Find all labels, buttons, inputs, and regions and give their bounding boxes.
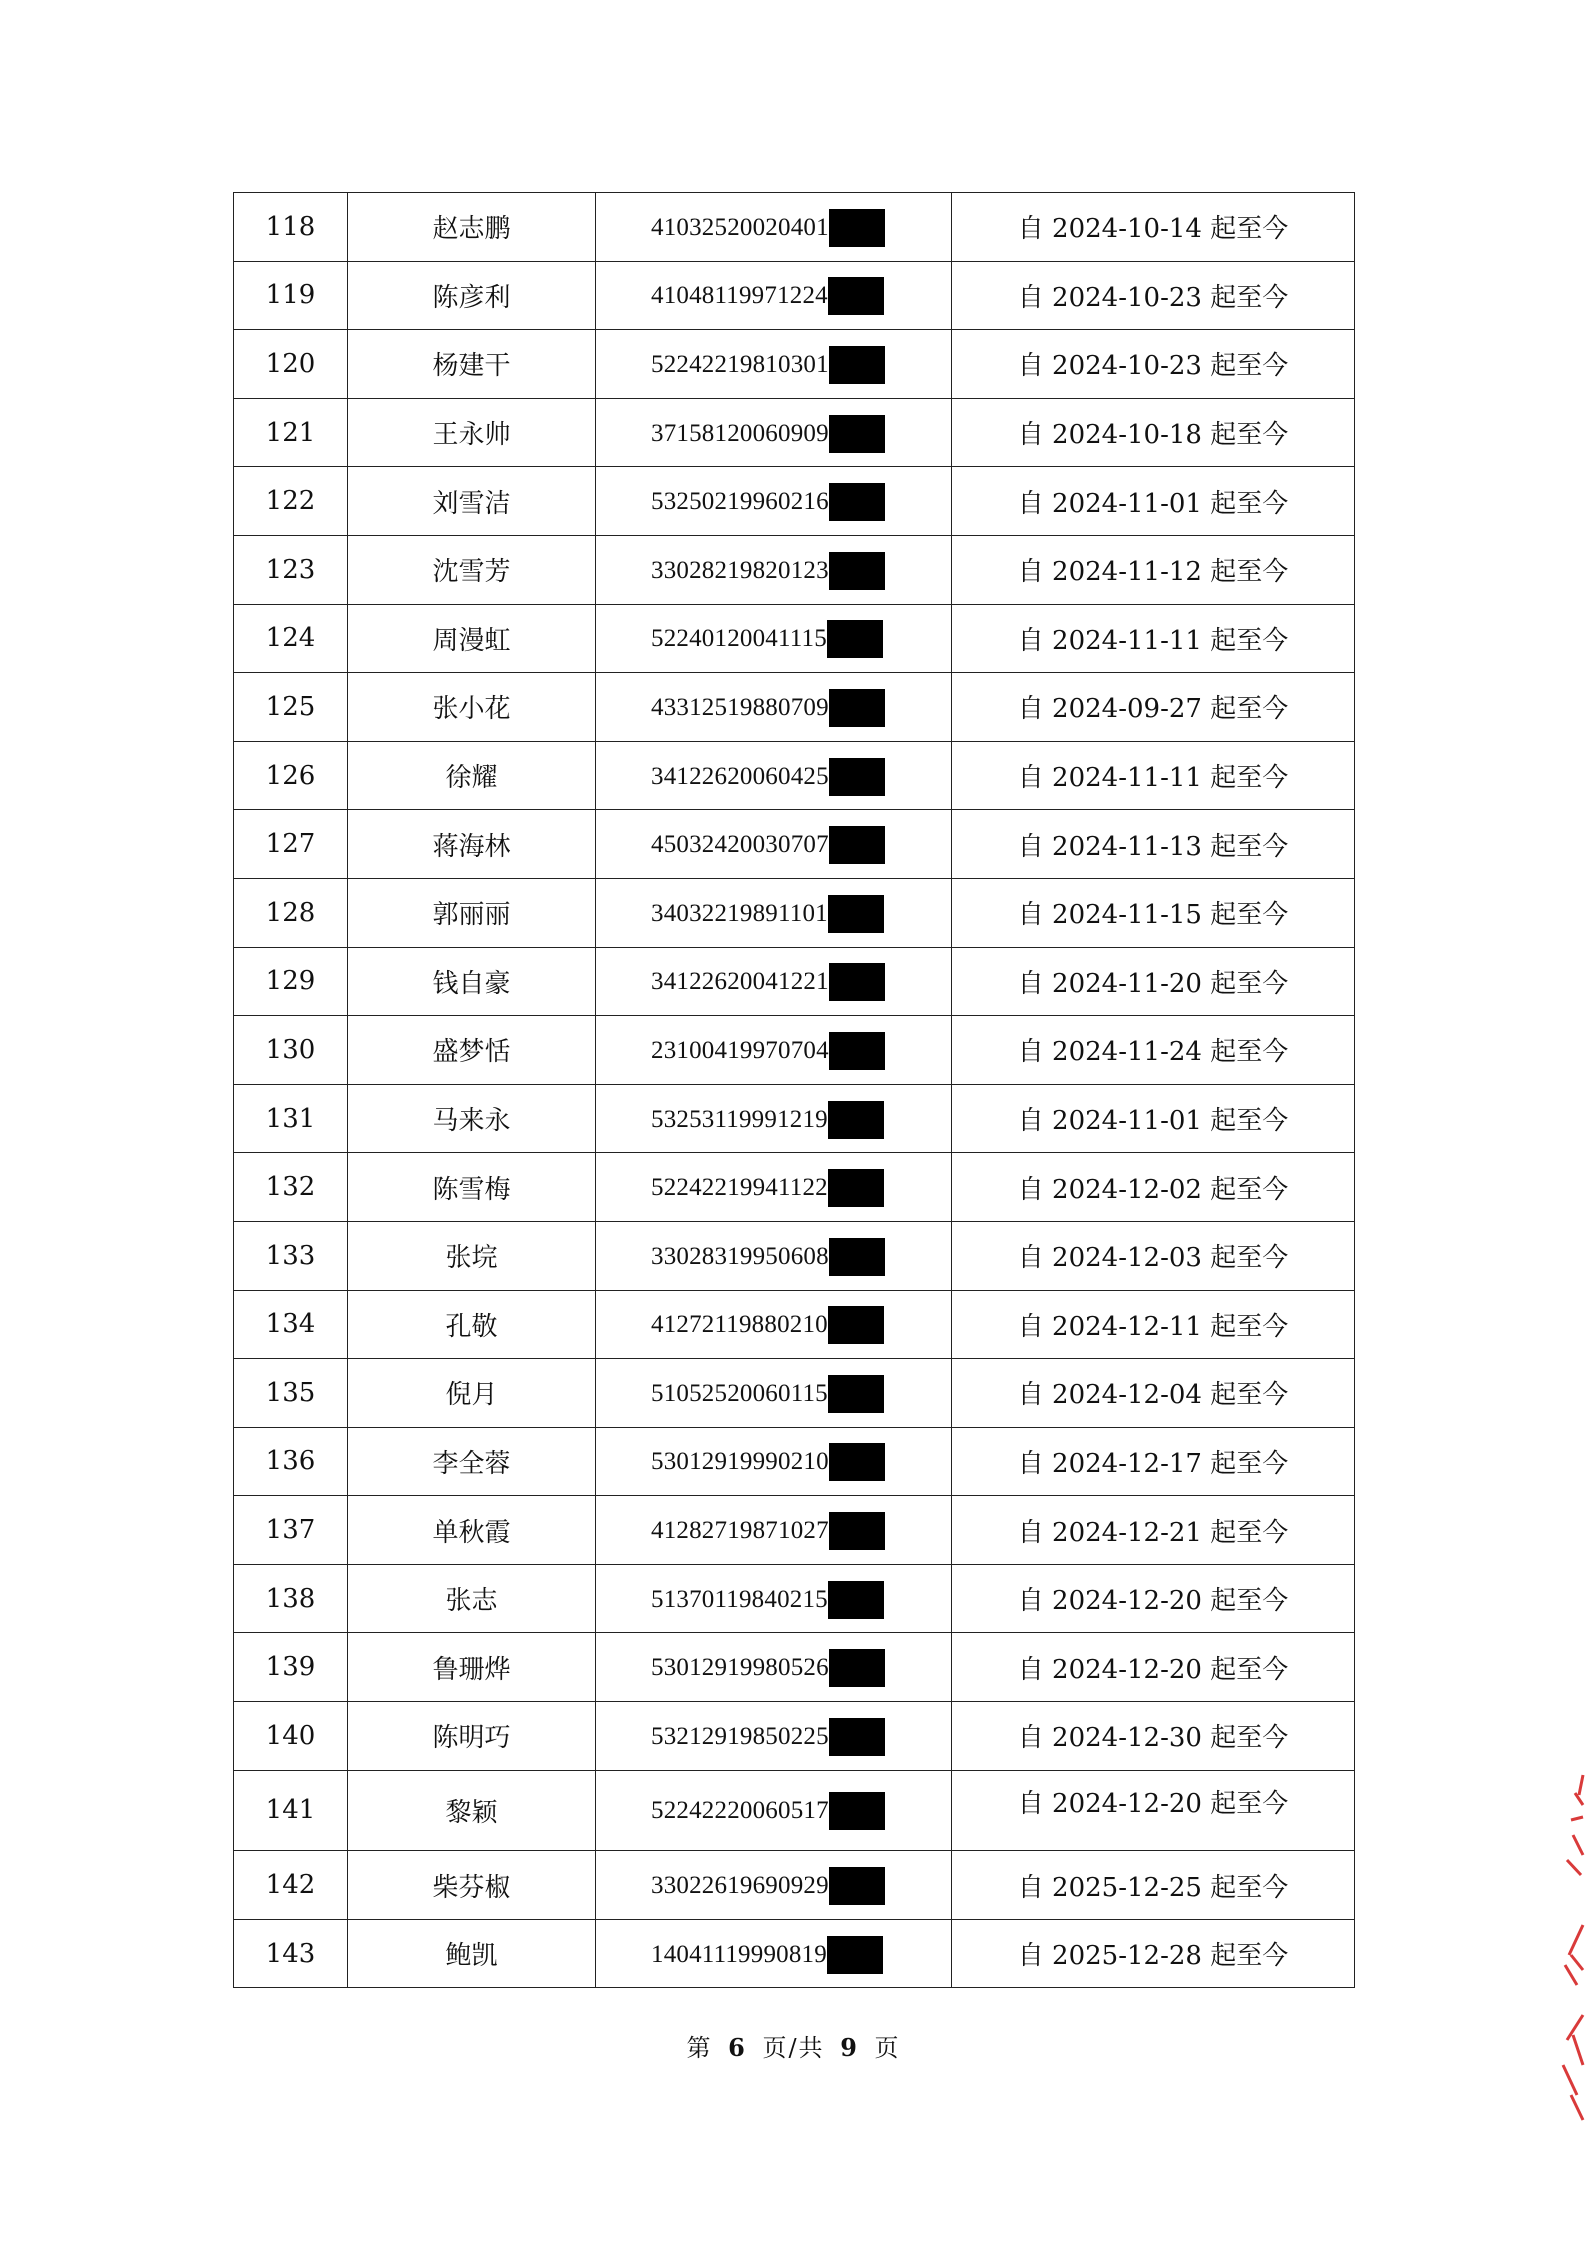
person-name: 陈彦利 [348,261,596,330]
person-name: 柴芬椒 [348,1851,596,1920]
person-name: 李全蓉 [348,1427,596,1496]
redaction-box [829,1032,885,1070]
table-row [234,1084,1355,1153]
id-number: 53250219960216 [651,488,829,516]
id-number: 53212919850225 [651,1722,829,1750]
id-number-cell [596,1084,952,1153]
row-number: 125 [234,673,348,742]
table-row [234,535,1355,604]
row-number: 130 [234,1016,348,1085]
id-number-cell [596,1290,952,1359]
table-row [234,1359,1355,1428]
employment-date: 自 2025-12-28 起至今 [952,1919,1355,1988]
id-number: 41282719871027 [651,1517,829,1545]
id-number-cell [596,261,952,330]
row-number: 124 [234,604,348,673]
table-row [234,1919,1355,1988]
employment-date: 自 2024-12-20 起至今 [952,1770,1355,1851]
row-number: 131 [234,1084,348,1153]
id-number: 23100419970704 [651,1036,829,1064]
row-number: 127 [234,810,348,879]
redaction-box [828,277,884,315]
id-number-cell [596,1153,952,1222]
row-number: 119 [234,261,348,330]
table-row [234,673,1355,742]
table-row [234,1221,1355,1290]
table-row [234,947,1355,1016]
person-name: 陈明巧 [348,1702,596,1771]
person-name: 张志 [348,1564,596,1633]
id-number-cell [596,398,952,467]
employment-date: 自 2024-11-20 起至今 [952,947,1355,1016]
employment-date: 自 2024-10-23 起至今 [952,261,1355,330]
employment-date: 自 2024-11-01 起至今 [952,467,1355,536]
table-row [234,1633,1355,1702]
employment-date: 自 2024-12-11 起至今 [952,1290,1355,1359]
employment-date: 自 2025-12-25 起至今 [952,1851,1355,1920]
row-number: 142 [234,1851,348,1920]
redaction-box [829,1792,885,1830]
employment-date: 自 2024-10-14 起至今 [952,193,1355,262]
id-number: 34032219891101 [651,899,828,927]
table-row [234,467,1355,536]
redaction-box [829,963,885,1001]
redaction-box [829,1443,885,1481]
row-number: 128 [234,878,348,947]
person-name: 刘雪洁 [348,467,596,536]
table-row [234,1290,1355,1359]
table-row [234,261,1355,330]
redaction-box [827,1936,883,1974]
footer-suffix: 页 [874,2034,901,2062]
id-number: 41272119880210 [651,1311,828,1339]
id-number-cell [596,1702,952,1771]
redaction-box [829,1649,885,1687]
person-name: 郭丽丽 [348,878,596,947]
id-number-cell [596,330,952,399]
table-row [234,398,1355,467]
person-name: 蒋海林 [348,810,596,879]
id-number-cell [596,1496,952,1565]
row-number: 118 [234,193,348,262]
table-row [234,1427,1355,1496]
person-name: 赵志鹏 [348,193,596,262]
employment-date: 自 2024-11-15 起至今 [952,878,1355,947]
person-name: 盛梦恬 [348,1016,596,1085]
table-row [234,810,1355,879]
id-number-cell [596,467,952,536]
employment-date: 自 2024-12-30 起至今 [952,1702,1355,1771]
employment-date: 自 2024-10-18 起至今 [952,398,1355,467]
id-number: 41048119971224 [651,282,828,310]
id-number-cell [596,604,952,673]
row-number: 120 [234,330,348,399]
person-name: 徐耀 [348,741,596,810]
id-number: 14041119990819 [651,1940,827,1968]
id-number: 33028319950608 [651,1242,829,1270]
id-number-cell [596,878,952,947]
id-number: 52242219810301 [651,350,829,378]
table-row [234,1851,1355,1920]
row-number: 121 [234,398,348,467]
row-number: 129 [234,947,348,1016]
person-name: 王永帅 [348,398,596,467]
id-number-cell [596,1427,952,1496]
redaction-box [829,689,885,727]
person-name: 黎颖 [348,1770,596,1851]
person-name: 马来永 [348,1084,596,1153]
id-number-cell [596,673,952,742]
person-name: 陈雪梅 [348,1153,596,1222]
id-number: 34122620060425 [651,762,829,790]
employment-date: 自 2024-12-21 起至今 [952,1496,1355,1565]
table-row [234,604,1355,673]
table-row [234,1496,1355,1565]
person-name: 张小花 [348,673,596,742]
employment-date: 自 2024-11-11 起至今 [952,604,1355,673]
id-number: 43312519880709 [651,693,829,721]
row-number: 143 [234,1919,348,1988]
redaction-box [829,346,885,384]
table-row [234,878,1355,947]
redaction-box [829,209,885,247]
row-number: 136 [234,1427,348,1496]
id-number: 51052520060115 [651,1379,828,1407]
person-name: 杨建干 [348,330,596,399]
redaction-box [829,483,885,521]
row-number: 132 [234,1153,348,1222]
employment-date: 自 2024-09-27 起至今 [952,673,1355,742]
person-name: 沈雪芳 [348,535,596,604]
personnel-table [233,192,1355,1988]
employment-date: 自 2024-12-04 起至今 [952,1359,1355,1428]
employment-date: 自 2024-11-01 起至今 [952,1084,1355,1153]
redaction-box [827,620,883,658]
table-row [234,1770,1355,1851]
employment-date: 自 2024-12-17 起至今 [952,1427,1355,1496]
employment-date: 自 2024-12-20 起至今 [952,1564,1355,1633]
row-number: 141 [234,1770,348,1851]
id-number: 52242220060517 [651,1797,829,1825]
table-row [234,1564,1355,1633]
redaction-box [829,1512,885,1550]
id-number: 53253119991219 [651,1105,828,1133]
person-name: 孔敬 [348,1290,596,1359]
id-number-cell [596,1221,952,1290]
id-number-cell [596,1564,952,1633]
person-name: 单秋霞 [348,1496,596,1565]
id-number-cell [596,193,952,262]
employment-date: 自 2024-11-13 起至今 [952,810,1355,879]
employment-date: 自 2024-12-20 起至今 [952,1633,1355,1702]
row-number: 137 [234,1496,348,1565]
row-number: 122 [234,467,348,536]
footer-page-total: 9 [840,2033,859,2062]
person-name: 鲁珊烨 [348,1633,596,1702]
id-number-cell [596,810,952,879]
id-number-cell [596,1919,952,1988]
id-number: 41032520020401 [651,213,829,241]
id-number-cell [596,947,952,1016]
redaction-box [828,1169,884,1207]
redaction-box [828,1375,884,1413]
id-number-cell [596,1770,952,1851]
person-name: 钱自豪 [348,947,596,1016]
id-number: 33022619690929 [651,1872,829,1900]
redaction-box [828,1306,884,1344]
table-row [234,1702,1355,1771]
id-number: 52242219941122 [651,1174,828,1202]
person-name: 周漫虹 [348,604,596,673]
employment-date: 自 2024-11-12 起至今 [952,535,1355,604]
redaction-box [828,895,884,933]
employment-date: 自 2024-10-23 起至今 [952,330,1355,399]
redaction-box [828,1581,884,1619]
table-row [234,1016,1355,1085]
id-number-cell [596,1359,952,1428]
footer-prefix: 第 [686,2034,713,2062]
employment-date: 自 2024-12-03 起至今 [952,1221,1355,1290]
person-name: 张垸 [348,1221,596,1290]
footer-middle: 页/共 [762,2034,825,2062]
id-number: 52240120041115 [651,625,827,653]
table-row [234,330,1355,399]
id-number-cell [596,1851,952,1920]
id-number: 34122620041221 [651,968,829,996]
employment-date: 自 2024-11-24 起至今 [952,1016,1355,1085]
id-number-cell [596,535,952,604]
table-row [234,741,1355,810]
row-number: 135 [234,1359,348,1428]
redaction-box [829,1238,885,1276]
redaction-box [828,1101,884,1139]
employment-date: 自 2024-11-11 起至今 [952,741,1355,810]
id-number: 37158120060909 [651,419,829,447]
redaction-box [829,1867,885,1905]
redaction-box [829,826,885,864]
row-number: 126 [234,741,348,810]
redaction-box [829,552,885,590]
redaction-box [829,1718,885,1756]
row-number: 139 [234,1633,348,1702]
id-number-cell [596,741,952,810]
id-number: 51370119840215 [651,1585,828,1613]
id-number: 53012919980526 [651,1654,829,1682]
table-row [234,193,1355,262]
table-row [234,1153,1355,1222]
row-number: 123 [234,535,348,604]
page-footer [0,2028,1587,2063]
id-number-cell [596,1633,952,1702]
person-name: 鲍凯 [348,1919,596,1988]
id-number: 53012919990210 [651,1448,829,1476]
redaction-box [829,758,885,796]
employment-date: 自 2024-12-02 起至今 [952,1153,1355,1222]
redaction-box [829,415,885,453]
person-name: 倪月 [348,1359,596,1428]
row-number: 140 [234,1702,348,1771]
footer-page-number: 6 [728,2033,747,2062]
id-number-cell [596,1016,952,1085]
official-seal-fragment [1553,1765,1587,2125]
id-number: 45032420030707 [651,831,829,859]
row-number: 134 [234,1290,348,1359]
id-number: 33028219820123 [651,556,829,584]
row-number: 133 [234,1221,348,1290]
row-number: 138 [234,1564,348,1633]
